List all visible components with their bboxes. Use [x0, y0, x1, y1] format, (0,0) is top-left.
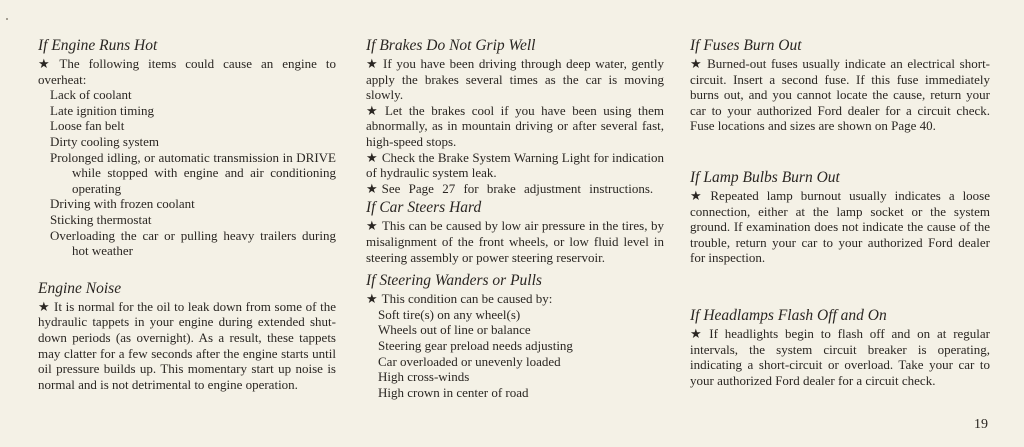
brakes-paragraph: ★ Check the Brake System Warning Light for indication of hydraulic system leak.	[366, 149, 665, 181]
heading-engine-runs-hot: If Engine Runs Hot	[38, 37, 158, 54]
list-item: Steering gear preload needs adjusting	[378, 337, 573, 353]
section-fuses-burn-out	[690, 36, 990, 134]
column-right	[690, 36, 990, 388]
list-item: Late ignition timing	[50, 102, 154, 118]
list-item: Soft tire(s) on any wheel(s)	[378, 306, 521, 322]
page-number: 19	[974, 417, 988, 432]
star-bullet-icon: ★	[690, 56, 704, 71]
star-bullet-icon: ★	[38, 298, 51, 314]
list-item: Prolonged idling, or automatic transmission in DRIVE while stopped with engine and air conditioning operating	[50, 149, 336, 196]
paper-speck	[6, 18, 8, 20]
section-engine-runs-hot	[38, 36, 336, 259]
heading-engine-noise: Engine Noise	[38, 279, 122, 297]
star-bullet-icon: ★	[690, 325, 706, 341]
steers-hard-text: ★ This can be caused by low air pressure in the tires, by misalignment of the front wheels, or low fluid level in steering assembly or power steering reservoir.	[366, 218, 664, 265]
overheat-causes-list	[38, 87, 336, 259]
list-item: Loose fan belt	[50, 118, 125, 134]
heading-steering-wanders: If Steering Wanders or Pulls	[366, 272, 542, 290]
heading-brakes-grip: If Brakes Do Not Grip Well	[366, 37, 536, 54]
star-bullet-icon: ★	[366, 218, 378, 234]
heading-headlamps-flash: If Headlamps Flash Off and On	[690, 306, 887, 324]
list-item: Car overloaded or unevenly loaded	[378, 353, 561, 369]
star-bullet-icon: ★	[366, 102, 381, 118]
engine-hot-intro: ★ The following items could cause an engine to overheat:	[38, 56, 336, 87]
star-bullet-icon: ★	[38, 56, 56, 71]
brakes-paragraph: ★ See Page 27 for brake adjustment instructions.	[366, 180, 654, 196]
section-engine-noise	[38, 279, 336, 393]
list-item: Lack of coolant	[50, 87, 132, 103]
list-item: Wheels out of line or balance	[378, 322, 531, 338]
star-bullet-icon: ★	[366, 180, 378, 196]
heading-fuses-burn-out: If Fuses Burn Out	[690, 37, 802, 54]
list-item: High crown in center of road	[378, 384, 529, 400]
fuses-text: ★ Burned-out fuses usually indicate an electrical short-circuit. Insert a second fuse. If this fuse immediately burns out, and you cannot locate the cause, return your car to your authorized Ford dealer for a circuit check. Fuse locations and sizes are shown on Page 40.	[690, 56, 991, 134]
heading-car-steers-hard: If Car Steers Hard	[366, 199, 482, 217]
star-bullet-icon: ★	[690, 187, 707, 203]
brakes-paragraph: ★ Let the brakes cool if you have been using them abnormally, as in mountain driving or after several fast, high-speed stops.	[366, 102, 665, 149]
headlamps-text: ★ If headlights begin to flash off and on at regular intervals, the system circuit breaker is operating, indicating a short-circuit or overload. Take your car to your authorized Ford dealer for a circuit check.	[690, 325, 991, 388]
list-item: Dirty cooling system	[50, 133, 160, 149]
section-car-steers-hard	[366, 198, 664, 265]
engine-noise-text: ★ It is normal for the oil to leak down from some of the hydraulic tappets in your engine during extended shut-down periods (as overnight). As a result, these tappets may clatter for a few seconds after the engine starts until oil pressure builds up. This momentary start up noise is normal and is not detrimental to engine operation.	[38, 298, 336, 392]
steering-wanders-intro: ★ This condition can be caused by:	[366, 291, 553, 307]
section-steering-wanders	[366, 271, 664, 400]
lamp-bulbs-text: ★ Repeated lamp burnout usually indicates a loose connection, either at the lamp socket or the system ground. If examination does not indicate the cause of the trouble, return your car to your authorized Ford dealer for inspection.	[690, 187, 991, 266]
list-item: Sticking thermostat	[50, 211, 152, 227]
star-bullet-icon: ★	[366, 149, 378, 165]
list-item: Driving with frozen coolant	[50, 196, 195, 212]
steering-causes-list	[366, 307, 664, 401]
column-left	[38, 36, 336, 392]
star-bullet-icon: ★	[366, 56, 380, 71]
section-headlamps-flash	[690, 306, 990, 388]
section-brakes-grip	[366, 36, 664, 196]
heading-lamp-bulbs: If Lamp Bulbs Burn Out	[690, 168, 840, 186]
brakes-paragraph: ★ If you have been driving through deep water, gently apply the brakes several times as the car is moving slowly.	[366, 56, 664, 103]
list-item: High cross-winds	[378, 369, 470, 385]
section-lamp-bulbs	[690, 168, 990, 266]
column-middle	[366, 36, 664, 400]
list-item: Overloading the car or pulling heavy trailers during hot weather	[50, 227, 336, 259]
star-bullet-icon: ★	[366, 291, 378, 307]
